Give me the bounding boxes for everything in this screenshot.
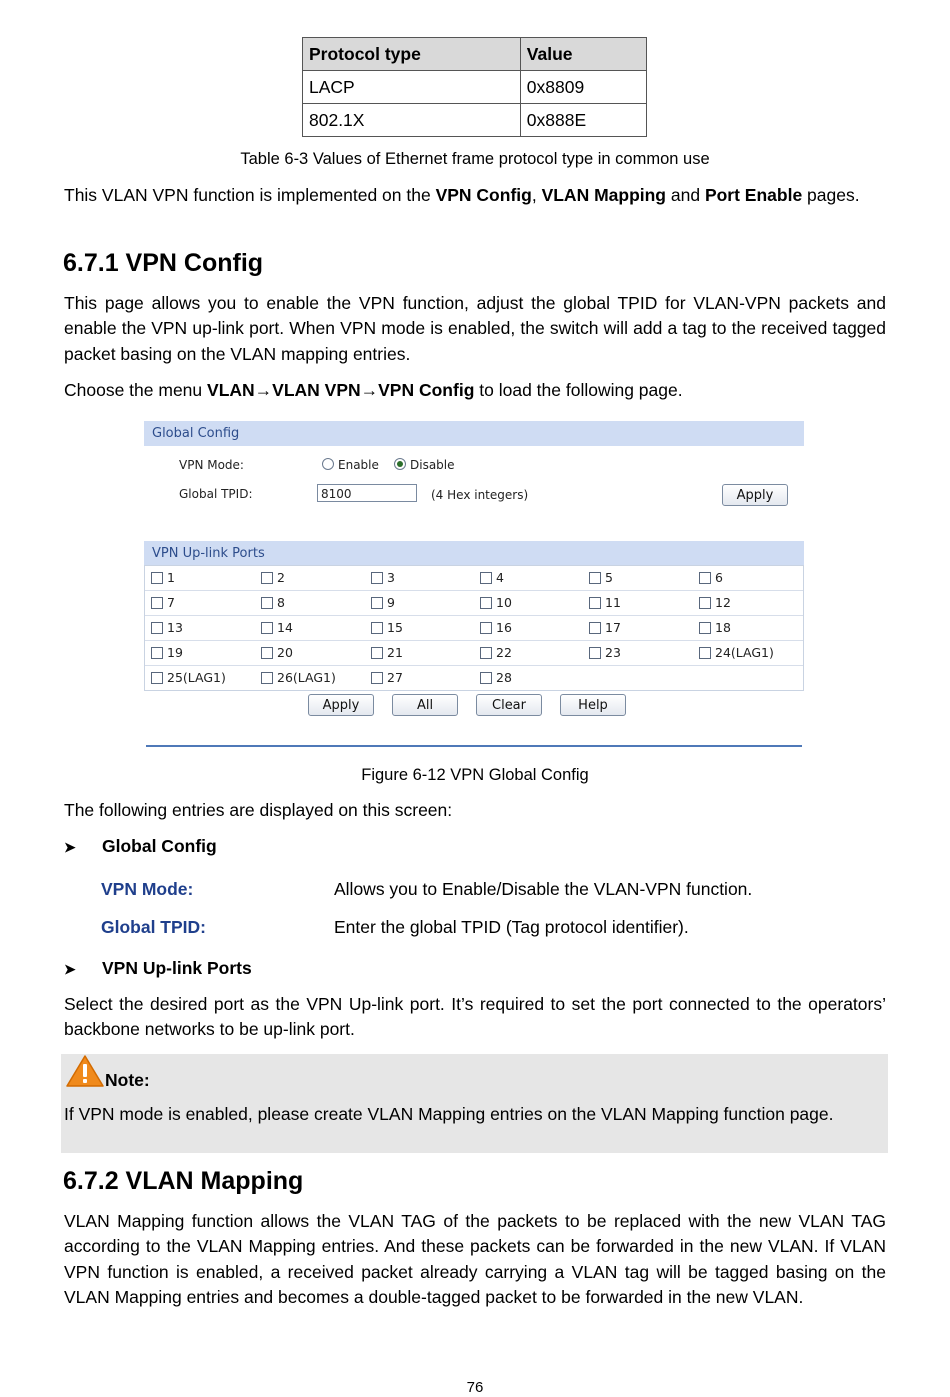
checkbox[interactable] [699,597,711,609]
port-checkbox-item[interactable] [699,570,723,586]
checkbox[interactable] [480,572,492,584]
checkbox[interactable] [151,597,163,609]
port-label: 19 [167,645,183,660]
vpn-config-figure [144,419,804,749]
global-config-title: Global Config [152,426,240,441]
port-label: 22 [496,645,512,660]
intro-text: This VLAN VPN function is implemented on the [64,185,436,205]
port-checkbox-item[interactable] [589,645,621,661]
note-box [61,1054,888,1153]
table-caption: Table 6-3 Values of Ethernet frame protocol type in common use [240,150,710,168]
checkbox[interactable] [699,622,711,634]
checkbox[interactable] [699,572,711,584]
port-checkbox-item[interactable] [480,570,504,586]
section2-paragraph: VLAN Mapping function allows the VLAN TAG of the packets to be replaced with the new VLAN TAG according to the VLAN Mapping entries. And these packets can be forwarded in the new VLAN. If VLAN VPN function is enabled, a received packet already carrying a VLAN tag will be tagged basing on the VLAN Mapping entries and becomes a double-tagged packet to be forwarded in the new VLAN. [64,1211,886,1307]
bullet-arrow-icon: ➤ [64,839,76,855]
port-label: 23 [605,645,621,660]
port-checkbox-item[interactable] [261,645,293,661]
port-label: 3 [387,570,395,585]
radio-icon [322,458,334,470]
menu-suffix: to load the following page. [474,380,683,400]
checkbox[interactable] [371,672,383,684]
checkbox[interactable] [151,572,163,584]
uplink-ports-heading-text: VPN Up-link Ports [102,958,252,978]
desc-global-tpid: Enter the global TPID (Tag protocol identifier). [334,917,689,937]
checkbox[interactable] [151,647,163,659]
port-checkbox-item[interactable] [261,670,336,686]
port-label: 6 [715,570,723,585]
port-row [145,666,803,690]
port-checkbox-item[interactable] [699,595,731,611]
port-label: 20 [277,645,293,660]
section-heading-vlan-mapping: 6.7.2 VLAN Mapping [63,1167,304,1195]
clear-button[interactable]: Clear [476,694,542,716]
table-row [303,71,647,104]
checkbox[interactable] [261,622,273,634]
checkbox[interactable] [480,672,492,684]
table-cell: 0x8809 [520,71,646,104]
note-label: Note: [105,1070,150,1090]
checkbox[interactable] [371,572,383,584]
apply-button[interactable]: Apply [308,694,374,716]
port-checkbox-item[interactable] [589,570,613,586]
figure-caption: Figure 6-12 VPN Global Config [361,766,589,784]
warning-icon [65,1054,105,1088]
port-label: 16 [496,620,512,635]
table-row [303,104,647,137]
bullet-arrow-icon: ➤ [64,961,76,977]
port-label: 21 [387,645,403,660]
checkbox[interactable] [699,647,711,659]
uplink-ports-description: Select the desired port as the VPN Up-link port. It’s required to set the port connected to the operators’ backbone networks to be up-link port. [64,994,886,1040]
entries-intro: The following entries are displayed on this screen: [64,800,453,820]
table-header-row [303,38,647,71]
uplink-port-grid [144,565,804,691]
port-label: 14 [277,620,293,635]
intro-text: , [531,185,542,205]
port-checkbox-item[interactable] [371,595,395,611]
checkbox[interactable] [371,597,383,609]
figure-divider [146,745,802,747]
port-label: 27 [387,670,403,685]
uplink-ports-heading [64,958,252,979]
port-checkbox-item[interactable] [480,645,512,661]
port-checkbox-item[interactable] [151,570,175,586]
section-heading-vpn-config: 6.7.1 VPN Config [63,249,264,277]
port-checkbox-item[interactable] [261,570,285,586]
port-label: 8 [277,595,285,610]
checkbox[interactable] [589,597,601,609]
checkbox[interactable] [480,622,492,634]
global-config-title-bar [144,421,804,446]
note-text: If VPN mode is enabled, please create VLAN Mapping entries on the VLAN Mapping function page. [64,1104,834,1124]
port-checkbox-item[interactable] [371,670,403,686]
table-cell: LACP [303,71,521,104]
port-label: 5 [605,570,613,585]
table-header-cell: Value [520,38,646,71]
help-button[interactable]: Help [560,694,626,716]
port-label: 11 [605,595,621,610]
page-number: 76 [466,1379,484,1396]
apply-global-config-button[interactable]: Apply [722,484,788,506]
term-global-tpid: Global TPID: [101,917,206,937]
checkbox[interactable] [589,572,601,584]
checkbox[interactable] [261,672,273,684]
checkbox[interactable] [480,597,492,609]
vpn-mode-label: VPN Mode: [179,458,244,472]
port-row [145,591,803,616]
port-checkbox-item[interactable] [151,670,226,686]
intro-bold-vlan-mapping: VLAN Mapping [541,185,666,205]
vpn-mode-enable-radio[interactable] [322,458,379,472]
port-label: 26(LAG1) [277,670,336,685]
checkbox[interactable] [151,672,163,684]
port-label: 13 [167,620,183,635]
checkbox[interactable] [261,647,273,659]
global-config-heading-text: Global Config [102,836,217,856]
port-row [145,641,803,666]
tpid-hint: (4 Hex integers) [431,488,529,502]
uplink-ports-title: VPN Up-link Ports [152,546,265,561]
port-row [145,566,803,591]
port-checkbox-item[interactable] [151,620,183,636]
port-checkbox-item[interactable] [699,645,774,661]
checkbox[interactable] [261,572,273,584]
port-row [145,616,803,641]
port-label: 1 [167,570,175,585]
port-checkbox-item[interactable] [589,620,621,636]
global-tpid-label: Global TPID: [179,487,253,501]
port-checkbox-item[interactable] [480,620,512,636]
disable-label: Disable [410,458,455,472]
intro-paragraph [64,183,886,208]
radio-selected-icon [394,458,406,470]
checkbox[interactable] [151,622,163,634]
port-checkbox-item[interactable] [151,595,175,611]
port-checkbox-item[interactable] [480,670,512,686]
port-label: 28 [496,670,512,685]
checkbox[interactable] [589,622,601,634]
port-label: 10 [496,595,512,610]
port-checkbox-item[interactable] [261,595,285,611]
checkbox[interactable] [589,647,601,659]
port-label: 15 [387,620,403,635]
port-checkbox-item[interactable] [480,595,512,611]
protocol-type-table [302,37,647,137]
global-config-heading [64,836,217,857]
port-label: 2 [277,570,285,585]
port-checkbox-item[interactable] [589,595,621,611]
port-label: 12 [715,595,731,610]
port-label: 25(LAG1) [167,670,226,685]
port-label: 24(LAG1) [715,645,774,660]
term-vpn-mode: VPN Mode: [101,879,194,899]
table-cell: 0x888E [520,104,646,137]
checkbox[interactable] [480,647,492,659]
vpn-mode-disable-radio[interactable] [394,458,455,472]
uplink-ports-title-bar [144,541,804,566]
global-tpid-input[interactable]: 8100 [317,484,417,502]
enable-label: Enable [338,458,379,472]
section1-paragraph: This page allows you to enable the VPN function, adjust the global TPID for VLAN-VPN packets and enable the VPN up-link port. When VPN mode is enabled, the switch will add a tag to the received tagged packet basing on the VLAN mapping entries. [64,293,886,364]
port-label: 9 [387,595,395,610]
select-all-button[interactable]: All [392,694,458,716]
checkbox[interactable] [261,597,273,609]
port-label: 17 [605,620,621,635]
port-checkbox-item[interactable] [261,620,293,636]
port-label: 18 [715,620,731,635]
port-label: 7 [167,595,175,610]
menu-path: VLAN→VLAN VPN→VPN Config [207,380,475,400]
intro-bold-port-enable: Port Enable [704,185,803,205]
intro-text: and [666,185,705,205]
port-checkbox-item[interactable] [151,645,183,661]
port-checkbox-item[interactable] [371,620,403,636]
port-checkbox-item[interactable] [371,570,395,586]
menu-instruction [64,378,886,403]
port-label: 4 [496,570,504,585]
table-header-cell: Protocol type [303,38,521,71]
intro-text: pages. [802,185,860,205]
port-checkbox-item[interactable] [699,620,731,636]
table-cell: 802.1X [303,104,521,137]
menu-prefix: Choose the menu [64,380,208,400]
desc-vpn-mode: Allows you to Enable/Disable the VLAN-VPN function. [334,879,753,899]
checkbox[interactable] [371,622,383,634]
intro-bold-vpn-config: VPN Config [435,185,532,205]
checkbox[interactable] [371,647,383,659]
port-checkbox-item[interactable] [371,645,403,661]
